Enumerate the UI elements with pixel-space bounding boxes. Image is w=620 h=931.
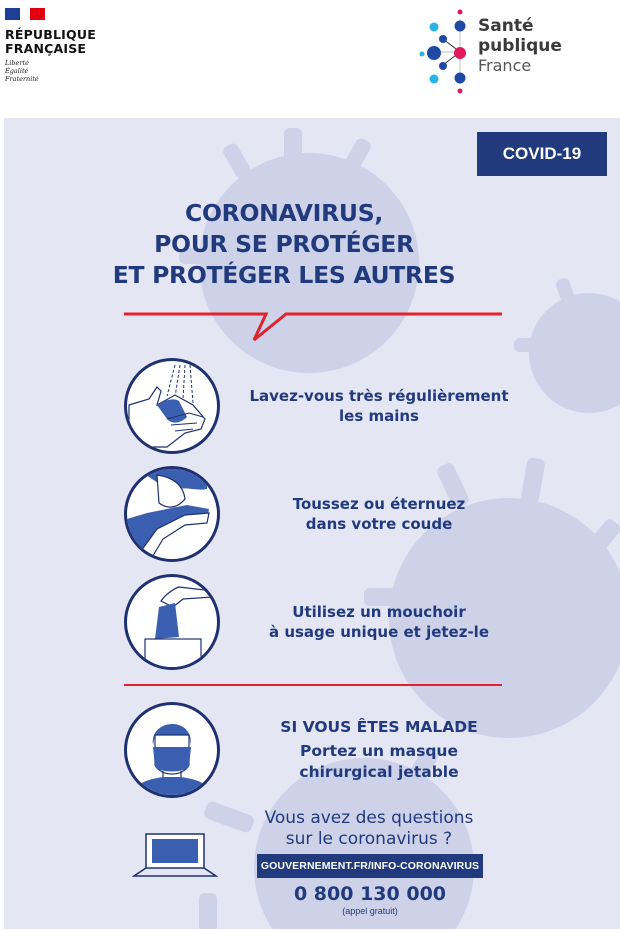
rf-line1: RÉPUBLIQUE [5, 27, 96, 42]
measure-1-line-2: les mains [339, 407, 419, 425]
poster-title [64, 198, 504, 291]
laptop-icon [132, 832, 218, 878]
motto-liberte: Liberté [5, 59, 29, 67]
poster-panel [4, 118, 620, 929]
question-line-1: Vous avez des questions [264, 808, 474, 828]
red-separator [124, 684, 502, 686]
french-flag-icon [5, 8, 45, 20]
contact-question [234, 808, 504, 850]
measure-3-line-1: Utilisez un mouchoir [292, 603, 466, 621]
title-line-2: POUR SE PROTÉGER [154, 230, 414, 258]
phone-note: (appel gratuit) [342, 906, 398, 916]
spf-line2: publique [478, 36, 562, 56]
mask-icon [124, 702, 220, 798]
tissue-icon [124, 574, 220, 670]
motto-fraternite: Fraternité [5, 75, 39, 83]
question-line-2: sur le coronavirus ? [285, 829, 453, 849]
measure-tissue [124, 574, 524, 674]
measure-2-line-2: dans votre coude [305, 515, 453, 533]
phone-number[interactable]: 0 800 130 000 [293, 883, 447, 905]
sick-heading: SI VOUS ÊTES MALADE [280, 718, 478, 736]
sante-publique-france-logo [418, 6, 618, 96]
spf-line1: Santé [478, 16, 534, 36]
title-line-1: CORONAVIRUS, [185, 199, 383, 227]
cough-elbow-icon [124, 466, 220, 562]
speech-bubble-line-icon [124, 306, 504, 346]
network-dots-icon [418, 6, 478, 96]
republique-francaise-logo [5, 8, 96, 83]
sick-line-1: Portez un masque [300, 742, 458, 760]
measure-cough-elbow [124, 466, 524, 566]
covid-19-badge: COVID-19 [477, 132, 607, 176]
measure-1-line-1: Lavez-vous très régulièrement [249, 387, 509, 405]
title-line-3: ET PROTÉGER LES AUTRES [112, 261, 456, 289]
header [0, 0, 620, 118]
handwashing-icon [124, 358, 220, 454]
measure-mask [124, 702, 524, 802]
measure-2-line-1: Toussez ou éternuez [292, 495, 466, 513]
info-url-link[interactable]: GOUVERNEMENT.FR/INFO-CORONAVIRUS [257, 854, 483, 878]
motto-egalite: Égalité [5, 67, 29, 75]
spf-line3: France [478, 56, 532, 75]
measure-3-line-2: à usage unique et jetez-le [268, 623, 489, 641]
rf-line2: FRANÇAISE [5, 41, 87, 56]
measure-handwashing [124, 358, 524, 458]
sick-line-2: chirurgical jetable [299, 763, 459, 781]
